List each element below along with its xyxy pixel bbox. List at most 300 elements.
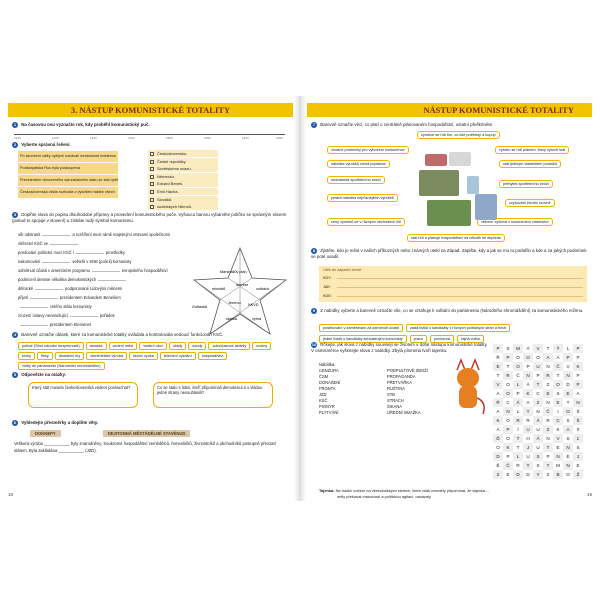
statement-card[interactable]: stát řídí a plánuje hospodářství na několik let dopředu: [407, 234, 505, 242]
offer-word: KSČ: [319, 398, 328, 403]
chip[interactable]: jeden lístek s kandidáty schválenými komunisty: [319, 335, 407, 343]
grid-letter[interactable]: C: [506, 400, 510, 405]
match-option[interactable]: sudetských Němců.: [148, 203, 218, 210]
grid-letter[interactable]: T: [566, 400, 570, 405]
offer-word: PODPULTOVÉ ZBOŽÍ: [387, 368, 428, 373]
grid-letter[interactable]: M: [556, 463, 560, 468]
blank-field[interactable]: [42, 230, 70, 236]
grid-letter[interactable]: O: [536, 355, 540, 360]
grid-letter[interactable]: O: [516, 355, 520, 360]
packages-image: [449, 152, 471, 166]
grid-letter[interactable]: P: [493, 344, 503, 353]
grid-letter[interactable]: N: [523, 371, 533, 380]
blank-field[interactable]: [35, 284, 63, 290]
timeline-axis: [14, 134, 285, 135]
match-option[interactable]: Německu.: [148, 173, 218, 180]
offer-column: [319, 362, 379, 416]
checkbox[interactable]: [150, 205, 154, 209]
chip[interactable]: televizní vysílání: [160, 352, 196, 360]
chip[interactable]: volby do parlamentu (Národního shromáždění): [18, 362, 105, 370]
offer-word: ŠIKANA: [387, 404, 403, 409]
task-question: Doplňte slova do popisu dlouhodobé přípravy a provedení komunistického puče. Vyšoucu barvou vybarvěte políčko se správným slovem (pokud to spojuje v slovení) a získáte rudý symbol komunismu.: [12, 212, 287, 223]
grid-letter[interactable]: Č: [553, 362, 563, 371]
grid-letter[interactable]: K: [573, 362, 583, 371]
statement-card[interactable]: nedostatek spotřebního zboží: [327, 176, 385, 184]
grid-letter[interactable]: Ě: [496, 463, 500, 468]
fill-list: [18, 230, 198, 329]
fill-row: prezidentem Klemenet: [18, 320, 198, 329]
grid-letter[interactable]: J: [573, 452, 583, 461]
match-option[interactable]: Edvard Beneš.: [148, 180, 218, 187]
grid-letter[interactable]: P: [506, 454, 510, 459]
grid-letter[interactable]: O: [566, 472, 570, 477]
blank-field[interactable]: [70, 311, 98, 317]
star-label: Jeremu: [228, 301, 241, 305]
grid-letter[interactable]: S: [506, 346, 510, 351]
grid-letter[interactable]: P: [503, 425, 513, 434]
star-label: Marshallův plán: [220, 270, 247, 274]
grid-letter[interactable]: Ď: [493, 434, 503, 443]
grid-letter[interactable]: V: [493, 380, 503, 389]
star-label: NKVD: [248, 303, 259, 307]
grid-letter[interactable]: A: [563, 425, 573, 434]
match-option[interactable]: České republiky.: [148, 158, 218, 165]
grid-letter[interactable]: K: [493, 416, 503, 425]
fill-sentence[interactable]: Veškerá výroba ___________ byly znárodněny. Soukromé hospodářství zemědělců, řemeslníků, živnostníků a obchodníků postupně převzatí státem. Byla zakládána ___________ (JZD).: [14, 441, 276, 453]
grid-letter[interactable]: P: [576, 355, 580, 360]
task-question: Odpovězte na otázky.: [21, 372, 66, 378]
grid-letter[interactable]: D: [566, 382, 570, 387]
chip[interactable]: hospodářství: [198, 352, 228, 360]
grid-letter[interactable]: T: [513, 434, 523, 443]
task-7: [311, 122, 588, 128]
chip[interactable]: postihování v zaměstnání za odmítnutí účasti: [319, 324, 403, 332]
grid-letter[interactable]: P: [526, 364, 530, 369]
grid-letter[interactable]: T: [543, 443, 553, 452]
timeline-tick: 1910: [14, 136, 21, 140]
task-question: Rčkejte, jak slova z nabídky souvisejí se životem v době nástupu komunistické totality. V osmisměrce vyškrtejte slova z nabídky. Zbylá písmena tvoří tajenku.: [311, 342, 488, 353]
grid-letter[interactable]: D: [493, 452, 503, 461]
chip[interactable]: zemědělské výroba: [86, 352, 127, 360]
grid-letter[interactable]: E: [563, 389, 573, 398]
grid-letter[interactable]: Ž: [573, 470, 583, 479]
chip[interactable]: právo: [410, 335, 428, 343]
statement-card[interactable]: nabídka výrobků víená poptávce: [327, 160, 390, 168]
task-number: 3: [13, 212, 17, 217]
grid-letter[interactable]: Ř: [496, 355, 500, 360]
answer-line[interactable]: [337, 287, 583, 288]
grid-letter[interactable]: A: [496, 409, 500, 414]
checkbox[interactable]: [150, 152, 154, 156]
grid-letter[interactable]: V: [533, 344, 543, 353]
task-question: Vyberte správná řešení.: [21, 142, 71, 148]
grid-letter[interactable]: E: [553, 398, 563, 407]
grid-letter[interactable]: Y: [533, 470, 543, 479]
star-label: stávka: [226, 317, 237, 321]
grid-letter[interactable]: R: [503, 371, 513, 380]
grid-letter[interactable]: V: [553, 434, 563, 443]
answer-line[interactable]: [337, 278, 583, 279]
grid-letter[interactable]: L: [513, 452, 523, 461]
offer-word: ČSM: [319, 374, 329, 379]
grid-letter[interactable]: P: [576, 373, 580, 378]
grid-letter[interactable]: Í: [517, 427, 519, 432]
checkbox[interactable]: [150, 182, 154, 186]
grid-letter[interactable]: Z: [533, 398, 543, 407]
grid-letter[interactable]: T: [556, 373, 560, 378]
grid-letter[interactable]: Z: [546, 472, 550, 477]
grid-letter[interactable]: I: [557, 409, 559, 414]
fill-row: přijetí prezidentem Edvardem Benešem: [18, 295, 121, 300]
grid-letter[interactable]: T: [523, 407, 533, 416]
grid-letter[interactable]: J: [523, 443, 533, 452]
grid-letter[interactable]: A: [576, 391, 580, 396]
checkbox[interactable]: [150, 167, 154, 171]
grid-letter[interactable]: D: [513, 470, 523, 479]
grid-letter[interactable]: U: [523, 425, 533, 434]
machinery-image: [419, 170, 459, 196]
checkbox[interactable]: [150, 198, 154, 202]
grid-letter[interactable]: M: [513, 344, 523, 353]
fill-row: vítězství KSČ ve: [18, 239, 198, 248]
offer-word: ÚŘEDNÍ SMAŽKA: [387, 410, 421, 415]
offer-word: STB: [387, 392, 395, 397]
grid-letter[interactable]: O: [523, 353, 533, 362]
chip-group: [18, 342, 288, 370]
statement-card[interactable]: zvyšování životní úrovně: [505, 199, 555, 207]
grid-letter[interactable]: Ľ: [573, 434, 583, 443]
task-8: [311, 248, 588, 259]
statement-card[interactable]: přebytek spotřebního zboží: [499, 180, 553, 188]
grid-letter[interactable]: Á: [526, 382, 530, 387]
grid-letter[interactable]: P: [503, 353, 513, 362]
timeline-tick: 1970: [242, 136, 249, 140]
grid-letter[interactable]: Á: [533, 416, 543, 425]
checkbox[interactable]: [150, 160, 154, 164]
book-gutter: [294, 96, 306, 501]
grid-letter[interactable]: 0: [576, 427, 580, 432]
grid-letter[interactable]: S: [556, 391, 560, 396]
grid-letter[interactable]: O: [496, 445, 500, 450]
grid-letter[interactable]: O: [503, 389, 513, 398]
grid-letter[interactable]: T: [516, 445, 520, 450]
blank-field[interactable]: [42, 257, 70, 263]
grid-letter[interactable]: P: [573, 380, 583, 389]
answer-line[interactable]: [337, 296, 583, 297]
checkbox[interactable]: [150, 190, 154, 194]
offer-word: CENZURA: [319, 368, 339, 373]
grid-letter[interactable]: Ř: [493, 398, 503, 407]
grid-letter[interactable]: Č: [503, 461, 513, 470]
statement-card[interactable]: pestrá nabídka nejrůznějších výrobků: [327, 194, 398, 202]
right-title-bar: [307, 103, 592, 117]
task-number: 8: [312, 248, 316, 253]
tractor-image: [427, 200, 471, 226]
offer-word: JZD: [319, 392, 327, 397]
offer-column: [387, 368, 447, 416]
star-puzzle[interactable]: [190, 246, 290, 336]
grid-letter[interactable]: L: [566, 346, 570, 351]
blank-field[interactable]: [20, 320, 48, 326]
grid-letter[interactable]: Š: [573, 416, 583, 425]
offer-word: PROPAGANDA: [387, 374, 416, 379]
fill-row: nakumování velitelů v SNB (policii) komunisty: [18, 259, 132, 264]
star-label: výhra: [252, 317, 262, 321]
grid-letter[interactable]: T: [543, 461, 553, 470]
offer-word: FRONTA: [319, 386, 336, 391]
grid-letter[interactable]: L: [516, 409, 520, 414]
grid-letter[interactable]: N: [503, 407, 513, 416]
offer-word: RUŠTINA: [387, 386, 405, 391]
grid-letter[interactable]: N: [553, 452, 563, 461]
fill-row: celého státu komunisty: [18, 302, 198, 311]
grid-letter[interactable]: Š: [576, 409, 580, 414]
bottle-image: [467, 176, 479, 194]
match-option[interactable]: Slováků.: [148, 196, 218, 203]
shirt-image: [475, 194, 497, 220]
task-number: 4: [13, 332, 17, 337]
checkbox[interactable]: [150, 175, 154, 179]
grid-letter[interactable]: T: [546, 346, 550, 351]
grid-letter[interactable]: Ý: [553, 344, 563, 353]
chip[interactable]: soudy: [188, 342, 206, 350]
grid-letter[interactable]: U: [533, 362, 543, 371]
left-title-bar: [8, 103, 293, 117]
chip[interactable]: vedení obcí: [139, 342, 167, 350]
task-4: [12, 332, 289, 338]
timeline[interactable]: [14, 131, 285, 139]
grid-letter[interactable]: U: [536, 445, 540, 450]
fill-row: zrození ústavy nenarušující pořádek: [18, 313, 115, 318]
chip[interactable]: volnočasové aktivity: [208, 342, 250, 350]
blank-field[interactable]: [92, 266, 120, 272]
blank-field[interactable]: [76, 248, 104, 254]
fill-row: síb odstranit a rozšíření mezi rámě majetnými vrstvami společnosti: [18, 232, 170, 237]
offer-word: DONAŠENÍ: [319, 380, 341, 385]
chip[interactable]: zadá lístků s kandidáty z různých politických stran a hnutí: [406, 324, 510, 332]
grid-letter[interactable]: N: [573, 398, 583, 407]
task-6: [12, 420, 289, 426]
right-page-title: NÁSTUP KOMUNISTICKÉ TOTALITY: [423, 105, 574, 115]
match-prompt: Podkarpatská Rus byla postoupena: [18, 163, 118, 174]
escape-form: [319, 266, 587, 302]
grid-letter[interactable]: R: [546, 418, 550, 423]
grid-letter[interactable]: Č: [516, 373, 520, 378]
grid-letter[interactable]: C: [553, 416, 563, 425]
secret-sentence-2: měly překonat masovostí a politickou agitací, navázaly: [337, 494, 431, 499]
offer-word: STRACH: [387, 398, 404, 403]
chip[interactable]: knihy: [18, 352, 35, 360]
task-number: 7: [312, 122, 316, 127]
bubble-text: Který stát musela československá vedení poslouchat?: [32, 385, 131, 390]
form-title: Útěk do západní země: [323, 268, 361, 272]
match-option[interactable]: Československo.: [148, 150, 218, 157]
grid-letter[interactable]: V: [566, 364, 570, 369]
offer-label: Nabídka:: [319, 362, 336, 367]
grid-letter[interactable]: N: [546, 400, 550, 405]
star-label: demise: [236, 283, 249, 287]
star-label: ministrů: [212, 287, 226, 291]
timeline-tick: 1920: [52, 136, 59, 140]
grid-letter[interactable]: N: [536, 409, 540, 414]
secret-sentence: Tajenka: Na tradici cvičení na všesokolských sletech, které však nesměly připomínat, že tajenka ...: [319, 488, 490, 493]
timeline-tick: 1960: [204, 136, 211, 140]
grid-letter[interactable]: P: [573, 344, 583, 353]
blank-field[interactable]: [20, 302, 48, 308]
grid-letter[interactable]: Č: [543, 407, 553, 416]
fill-row: dělnické podporované Lidovými milicemi: [18, 286, 123, 291]
grid-letter[interactable]: R: [543, 371, 553, 380]
task-question: Z nabídky vyberte a barevně označte vše, co se vztahuje k volbám do parlamentu (Národního shromáždění) za komunistického režimu.: [320, 308, 584, 314]
chip[interactable]: armáda: [86, 342, 107, 350]
chip[interactable]: policie (Sbor národní bezpečnosti): [18, 342, 84, 350]
grid-letter[interactable]: T: [533, 380, 543, 389]
chip[interactable]: filmy: [37, 352, 53, 360]
task-question: Barevně označte oblasti, které za komunistické totality ovládala a kontrolovala vedoucí funkcionáři KSČ.: [21, 332, 224, 338]
meat-image: [425, 154, 447, 166]
chip[interactable]: divadelní hry: [55, 352, 85, 360]
grid-letter[interactable]: R: [516, 463, 520, 468]
grid-letter[interactable]: L: [513, 380, 523, 389]
right-page: [307, 96, 592, 501]
grid-letter[interactable]: S: [533, 452, 543, 461]
grid-letter[interactable]: S: [536, 463, 540, 468]
grid-letter[interactable]: A: [543, 353, 553, 362]
left-page: [8, 96, 293, 501]
page-number: 19: [586, 492, 592, 497]
task-number: 2: [13, 142, 17, 147]
grid-letter[interactable]: E: [566, 454, 570, 459]
grid-letter[interactable]: Z: [543, 425, 553, 434]
form-row: KDY:: [323, 276, 583, 280]
grid-letter[interactable]: C: [536, 391, 540, 396]
task-question: Zjistěte, kdo je měst v našich příbuzných nebo známých utekl na Západ. Zapište, kdy a jak se mu to podařilo a kde a za jakých podmínek se poté usadil.: [311, 248, 587, 259]
fill-row: posilování politické moci KSČ i prostředky: [18, 250, 125, 255]
grid-letter[interactable]: Á: [526, 346, 530, 351]
grid-letter[interactable]: S: [576, 445, 580, 450]
grid-letter[interactable]: Á: [556, 355, 560, 360]
grid-letter[interactable]: Á: [533, 434, 543, 443]
grid-letter[interactable]: K: [523, 389, 533, 398]
star-label: volbách: [256, 287, 270, 291]
grid-letter[interactable]: E: [506, 472, 510, 477]
grid-letter[interactable]: N: [563, 371, 573, 380]
task-number: 10: [311, 342, 317, 347]
grid-letter[interactable]: T: [506, 364, 510, 369]
grid-letter[interactable]: T: [523, 461, 533, 470]
grid-letter[interactable]: N: [563, 461, 573, 470]
match-option[interactable]: Sovětskému svazu.: [148, 165, 218, 172]
grid-letter[interactable]: D: [526, 472, 530, 477]
timeline-tick: 1980: [276, 136, 283, 140]
task-number: 5: [13, 372, 17, 377]
grid-letter[interactable]: A: [526, 400, 530, 405]
grid-letter[interactable]: R: [513, 416, 523, 425]
grid-letter[interactable]: P: [516, 391, 520, 396]
task-1: [12, 122, 289, 128]
task-9: [311, 308, 588, 314]
grid-letter[interactable]: Á: [513, 398, 523, 407]
grid-letter[interactable]: P: [536, 373, 540, 378]
match-option[interactable]: Emil Hácha.: [148, 188, 218, 195]
chip[interactable]: úřady: [169, 342, 187, 350]
statement-card[interactable]: ceny výrobků se v různých obchodech liší: [327, 218, 405, 226]
grid-letter[interactable]: E: [543, 389, 553, 398]
grid-letter[interactable]: P: [563, 353, 573, 362]
grid-letter[interactable]: Z: [546, 382, 550, 387]
match-prompt: Československá vláda rozhodla o vysídlení taktéž všech: [18, 187, 118, 198]
grid-letter[interactable]: Á: [496, 427, 500, 432]
blank-field[interactable]: [30, 293, 58, 299]
statement-card[interactable]: větvení vyšlová v soukromém vlastnictví: [477, 218, 553, 226]
statement-card[interactable]: stát jediným vlastníkem podniků: [499, 160, 561, 168]
blank-field[interactable]: [50, 239, 78, 245]
chip[interactable]: tajná volba: [457, 335, 483, 343]
grid-letter[interactable]: N: [546, 436, 550, 441]
blank-field[interactable]: [98, 275, 126, 281]
grid-letter[interactable]: S: [566, 436, 570, 441]
statement-card[interactable]: výrobce se řídí tím, co lidé potřebují a kupují: [417, 131, 500, 139]
fill-row: podnícení demise několika demokratických: [18, 275, 198, 284]
task-10: [311, 342, 491, 353]
grid-letter[interactable]: E: [556, 445, 560, 450]
task-number: 9: [312, 308, 316, 313]
statement-card[interactable]: vhodné podmínky pro vytvoření konkurence: [327, 146, 409, 154]
grid-letter[interactable]: O: [553, 380, 563, 389]
grid-letter[interactable]: O: [563, 407, 573, 416]
grid-letter[interactable]: O: [506, 382, 510, 387]
grid-letter[interactable]: N: [546, 364, 550, 369]
word-search-grid[interactable]: [493, 344, 583, 479]
grid-letter[interactable]: E: [493, 362, 503, 371]
grid-letter[interactable]: U: [536, 427, 540, 432]
task-question: Na časovou osu vyznačte rok, kdy proběhl komunistický puč.: [21, 122, 150, 128]
grid-letter[interactable]: P: [546, 454, 550, 459]
chip-group: [319, 324, 587, 343]
grid-letter[interactable]: U: [526, 454, 530, 459]
grid-letter[interactable]: H: [526, 436, 530, 441]
anagram-label: DOKNEPY: [30, 430, 61, 437]
grid-letter[interactable]: N: [563, 443, 573, 452]
grid-letter[interactable]: K: [503, 443, 513, 452]
grid-letter[interactable]: K: [556, 427, 560, 432]
task-question: Barevně označte věci, co platí o centrálně plánovaném hospodářství, ostatní přeškrtněte.: [320, 122, 494, 128]
chip[interactable]: vedení měst: [109, 342, 138, 350]
grid-letter[interactable]: T: [496, 373, 500, 378]
fill-row: odmítnutí účasti v americkém programu evropského hospodářství: [18, 268, 168, 273]
grid-letter[interactable]: O: [506, 436, 510, 441]
chip[interactable]: noviny: [252, 342, 271, 350]
timeline-tick: 1940: [128, 136, 135, 140]
offer-word: PLYTVÁNÍ: [319, 410, 339, 415]
grid-letter[interactable]: O: [513, 362, 523, 371]
grid-letter[interactable]: E: [576, 463, 580, 468]
statement-card[interactable]: výrobu se řídí plánem, který vytvoří stát: [495, 146, 569, 154]
grid-letter[interactable]: S: [566, 418, 570, 423]
chip[interactable]: školní výuka: [129, 352, 158, 360]
question-bubble[interactable]: [28, 382, 138, 408]
question-bubble[interactable]: [153, 382, 273, 408]
task-number: 6: [13, 420, 17, 425]
grid-letter[interactable]: A: [496, 391, 500, 396]
grid-letter[interactable]: Z: [493, 470, 503, 479]
left-page-title: 3. NÁSTUP KOMUNISTICKÉ TOTALITY: [70, 105, 231, 115]
grid-letter[interactable]: B: [553, 470, 563, 479]
grid-letter[interactable]: O: [506, 418, 510, 423]
grid-letter[interactable]: R: [526, 418, 530, 423]
form-row: KDE:: [323, 294, 583, 298]
chip[interactable]: povinnost: [430, 335, 454, 343]
